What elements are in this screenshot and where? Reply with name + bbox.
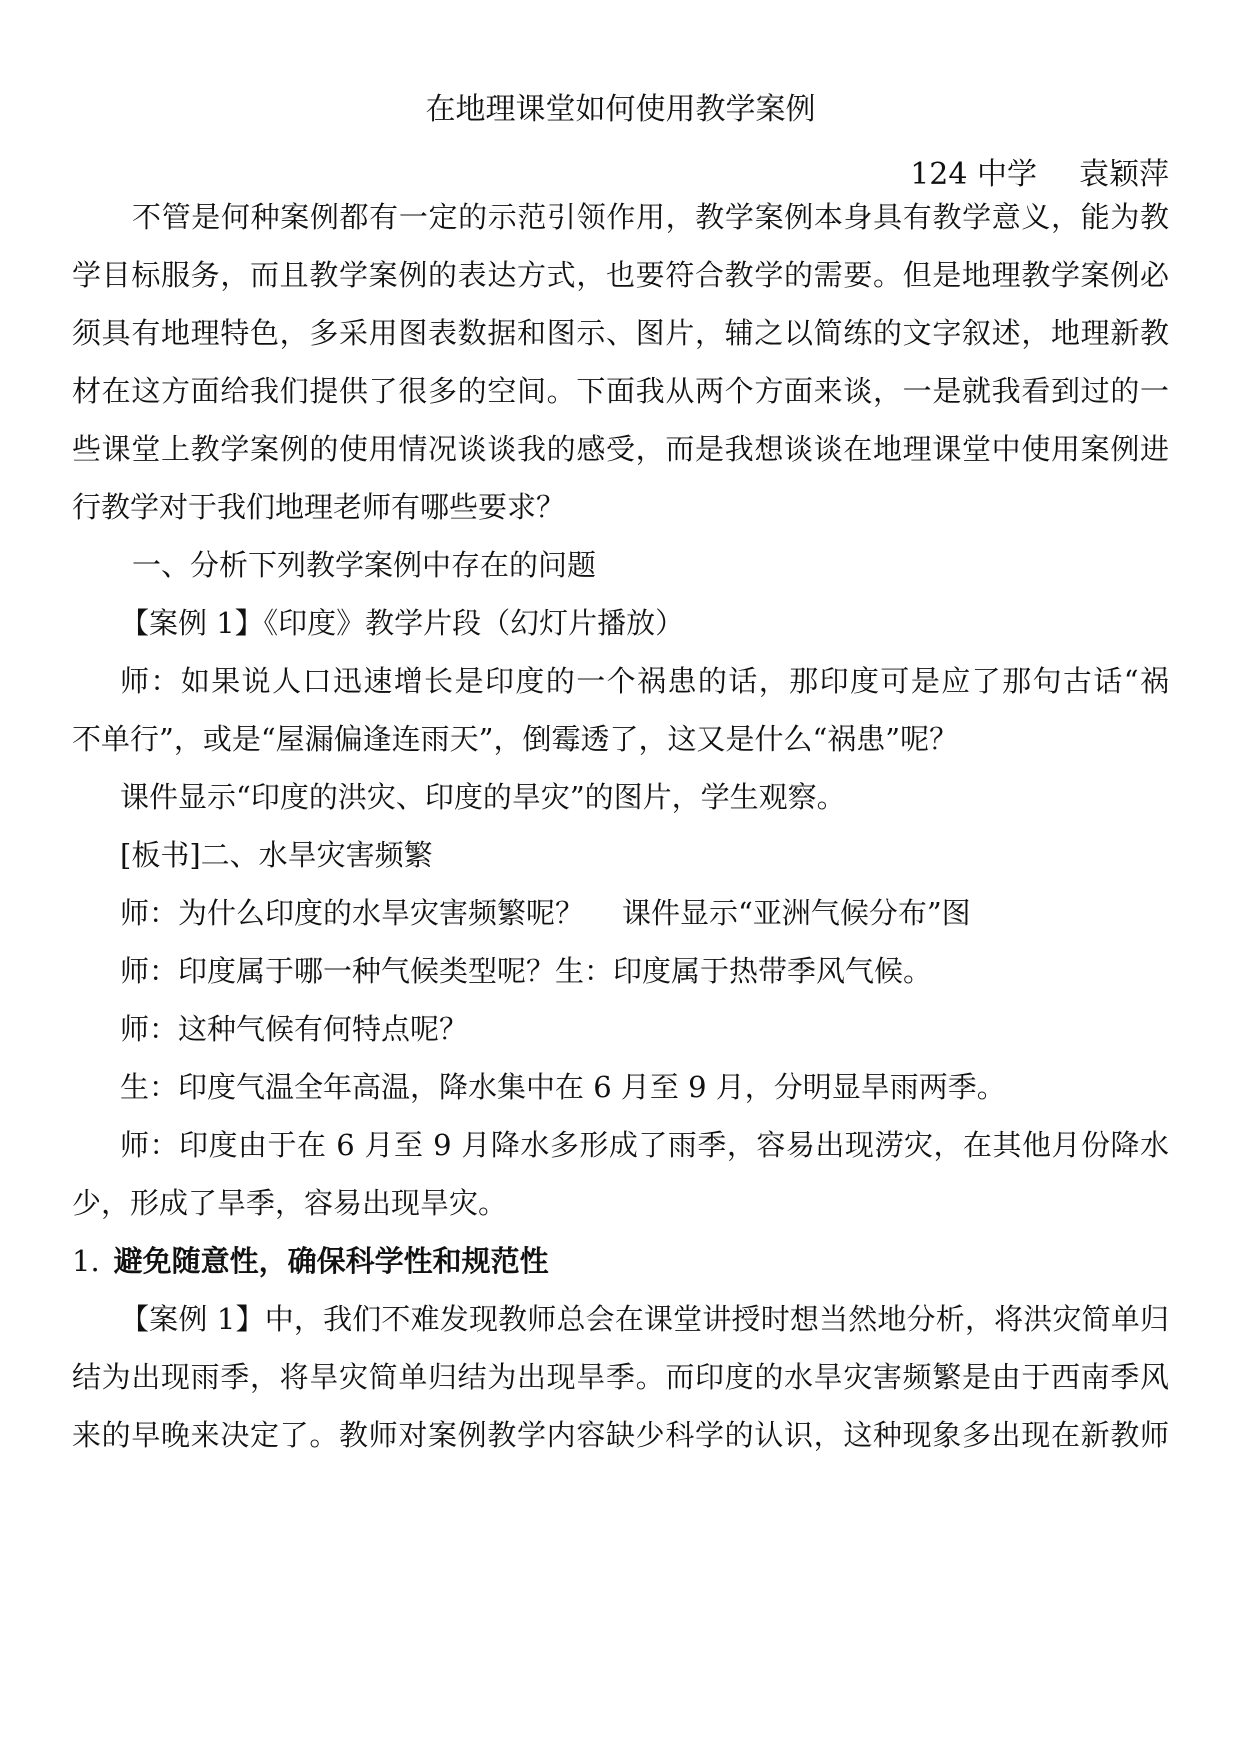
dialogue-teacher-4: 师：这种气候有何特点呢？ <box>120 1012 469 1046</box>
intro-line-3: 须具有地理特色，多采用图表数据和图示、图片，辅之以简练的文字叙述，地理新教 <box>72 316 1169 350</box>
intro-line-5: 些课堂上教学案例的使用情况谈谈我的感受，而是我想谈谈在地理课堂中使用案例进 <box>72 432 1169 466</box>
numbered-heading <box>72 1243 549 1279</box>
case-title: 【案例 1】《印度》教学片段（幻灯片播放） <box>120 606 685 640</box>
dialogue-teacher-1b: 不单行”，或是“屋漏偏逢连雨天”，倒霉透了，这又是什么“祸患”呢？ <box>72 722 959 756</box>
courseware-note-1: 课件显示“印度的洪灾、印度的旱灾”的图片，学生观察。 <box>120 780 846 814</box>
heading-text: 避免随意性，确保科学性和规范性 <box>113 1244 549 1278</box>
heading-number: 1. <box>72 1244 100 1278</box>
dialogue-teacher-5b: 少，形成了旱季，容易出现旱灾。 <box>72 1186 508 1220</box>
intro-line-1: 不管是何种案例都有一定的示范引领作用，教学案例本身具有教学意义，能为教 <box>132 200 1169 234</box>
dialogue-teacher-2 <box>120 895 971 931</box>
analysis-line-2: 结为出现雨季，将旱灾简单归结为出现旱季。而印度的水旱灾害频繁是由于西南季风 <box>72 1360 1169 1394</box>
author-school: 124 中学 <box>910 157 1037 192</box>
intro-line-4: 材在这方面给我们提供了很多的空间。下面我从两个方面来谈，一是就我看到过的一 <box>72 374 1169 408</box>
intro-line-2: 学目标服务，而且教学案例的表达方式，也要符合教学的需要。但是地理教学案例必 <box>72 258 1169 292</box>
document-title: 在地理课堂如何使用教学案例 <box>425 92 816 127</box>
dialogue-teacher-5a: 师：印度由于在 6 月至 9 月降水多形成了雨季，容易出现涝灾，在其他月份降水 <box>120 1128 1169 1162</box>
dialogue-teacher-1a: 师：如果说人口迅速增长是印度的一个祸患的话，那印度可是应了那句古话“祸 <box>120 664 1169 698</box>
analysis-line-3: 来的早晚来决定了。教师对案例教学内容缺少科学的认识，这种现象多出现在新教师 <box>72 1418 1169 1452</box>
section-heading: 一、分析下列教学案例中存在的问题 <box>132 548 597 582</box>
teacher-question-2: 师：为什么印度的水旱灾害频繁呢？ <box>120 896 585 930</box>
courseware-note-2: 课件显示“亚洲气候分布”图 <box>622 896 971 930</box>
author-line <box>910 157 1169 193</box>
dialogue-student-1: 生：印度气温全年高温，降水集中在 6 月至 9 月，分明显旱雨两季。 <box>120 1070 1006 1104</box>
intro-line-6: 行教学对于我们地理老师有哪些要求？ <box>72 490 566 524</box>
analysis-line-1: 【案例 1】中，我们不难发现教师总会在课堂讲授时想当然地分析，将洪灾简单归 <box>120 1302 1169 1336</box>
dialogue-teacher-3: 师：印度属于哪一种气候类型呢？生：印度属于热带季风气候。 <box>120 954 933 988</box>
author-name: 袁颖萍 <box>1079 157 1169 192</box>
board-note: [板书]二、水旱灾害频繁 <box>120 838 433 872</box>
